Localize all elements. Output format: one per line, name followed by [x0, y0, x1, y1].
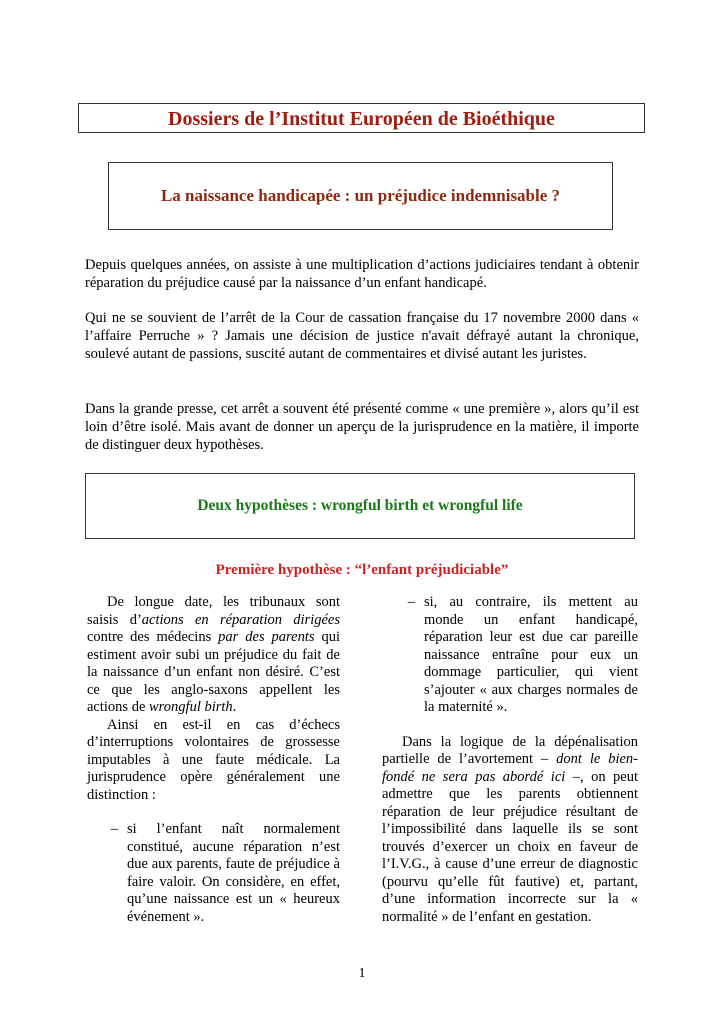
page-number: 1 [358, 966, 366, 981]
list-item-text: si l’enfant naît normalement constitué, aucune réparation n’est due aux parents, faute de préjudice à faire valoir. On considère, en effet, qu’une naissance est un « heureux événement ». [127, 821, 340, 925]
list-item-text: si, au contraire, ils mettent au monde un enfant handicapé, réparation leur est due car pareille naissance entraîne pour eux un dommage particulier, qui vient s’ajouter « aux charges normales de la maternité ». [424, 594, 638, 715]
intro-paragraph-3: Dans la grande presse, cet arrêt a souvent été présenté comme « une première », alors qu’il est loin d’être isolé. Mais avant de donner un aperçu de la jurisprudence en la matière, il importe de distinguer deux hypothèses. [85, 401, 639, 453]
list-item [382, 594, 638, 717]
left-paragraph-2: Ainsi en est-il en cas d’échecs d’interruptions volontaires de grossesse imputables à une faute médicale. La jurisprudence opère généralement une distinction : [87, 716, 340, 803]
right-column [382, 594, 638, 926]
hypotheses-title: Deux hypothèses : wrongful birth et wrongful life [197, 497, 523, 514]
section-heading: Première hypothèse : “l’enfant préjudiciable” [215, 562, 509, 578]
right-paragraph: Dans la logique de la dépénalisation partielle de l’avortement – dont le bien-fondé ne sera pas abordé ici –, on peut admettre que les parents obtiennent réparation de leur préjudice résultant de l’impossibilité dans laquelle ils se sont trouvés d’exercer un choix en faveur de l’I.V.G., à cause d’une erreur de diagnostic (pourvu qu’elle fût fautive) et, partant, d’une information incorrecte sur la « normalité » de l’enfant en gestation. [382, 733, 638, 925]
article-title: La naissance handicapée : un préjudice indemnisable ? [160, 186, 561, 205]
title-box [78, 103, 645, 133]
dash-bullet: – [407, 594, 415, 610]
document-title: Dossiers de l’Institut Européen de Bioéthique [168, 108, 555, 130]
intro-paragraph-1: Depuis quelques années, on assiste à une multiplication d’actions judiciaires tendant à obtenir réparation du préjudice causé par la naissance d’un enfant handicapé. [85, 257, 639, 291]
dash-bullet: – [110, 821, 118, 837]
list-item [87, 821, 340, 926]
left-paragraph-1: De longue date, les tribunaux sont saisis d’actions en réparation dirigées contre des médecins par des parents qui estiment avoir subi un préjudice du fait de la naissance d’un enfant non désiré. C’est ce que les anglo-saxons appellent les actions de wrongful birth. [87, 594, 340, 715]
hypotheses-box [85, 473, 635, 539]
left-column [87, 594, 340, 926]
intro-paragraph-2: Qui ne se souvient de l’arrêt de la Cour de cassation française du 17 novembre 2000 dans « l’affaire Perruche » ? Jamais une décision de justice n'avait défrayé autant la chronique, soulevé autant de passions, suscité autant de commentaires et divisé autant les juristes. [85, 310, 639, 362]
subtitle-box [108, 162, 613, 230]
